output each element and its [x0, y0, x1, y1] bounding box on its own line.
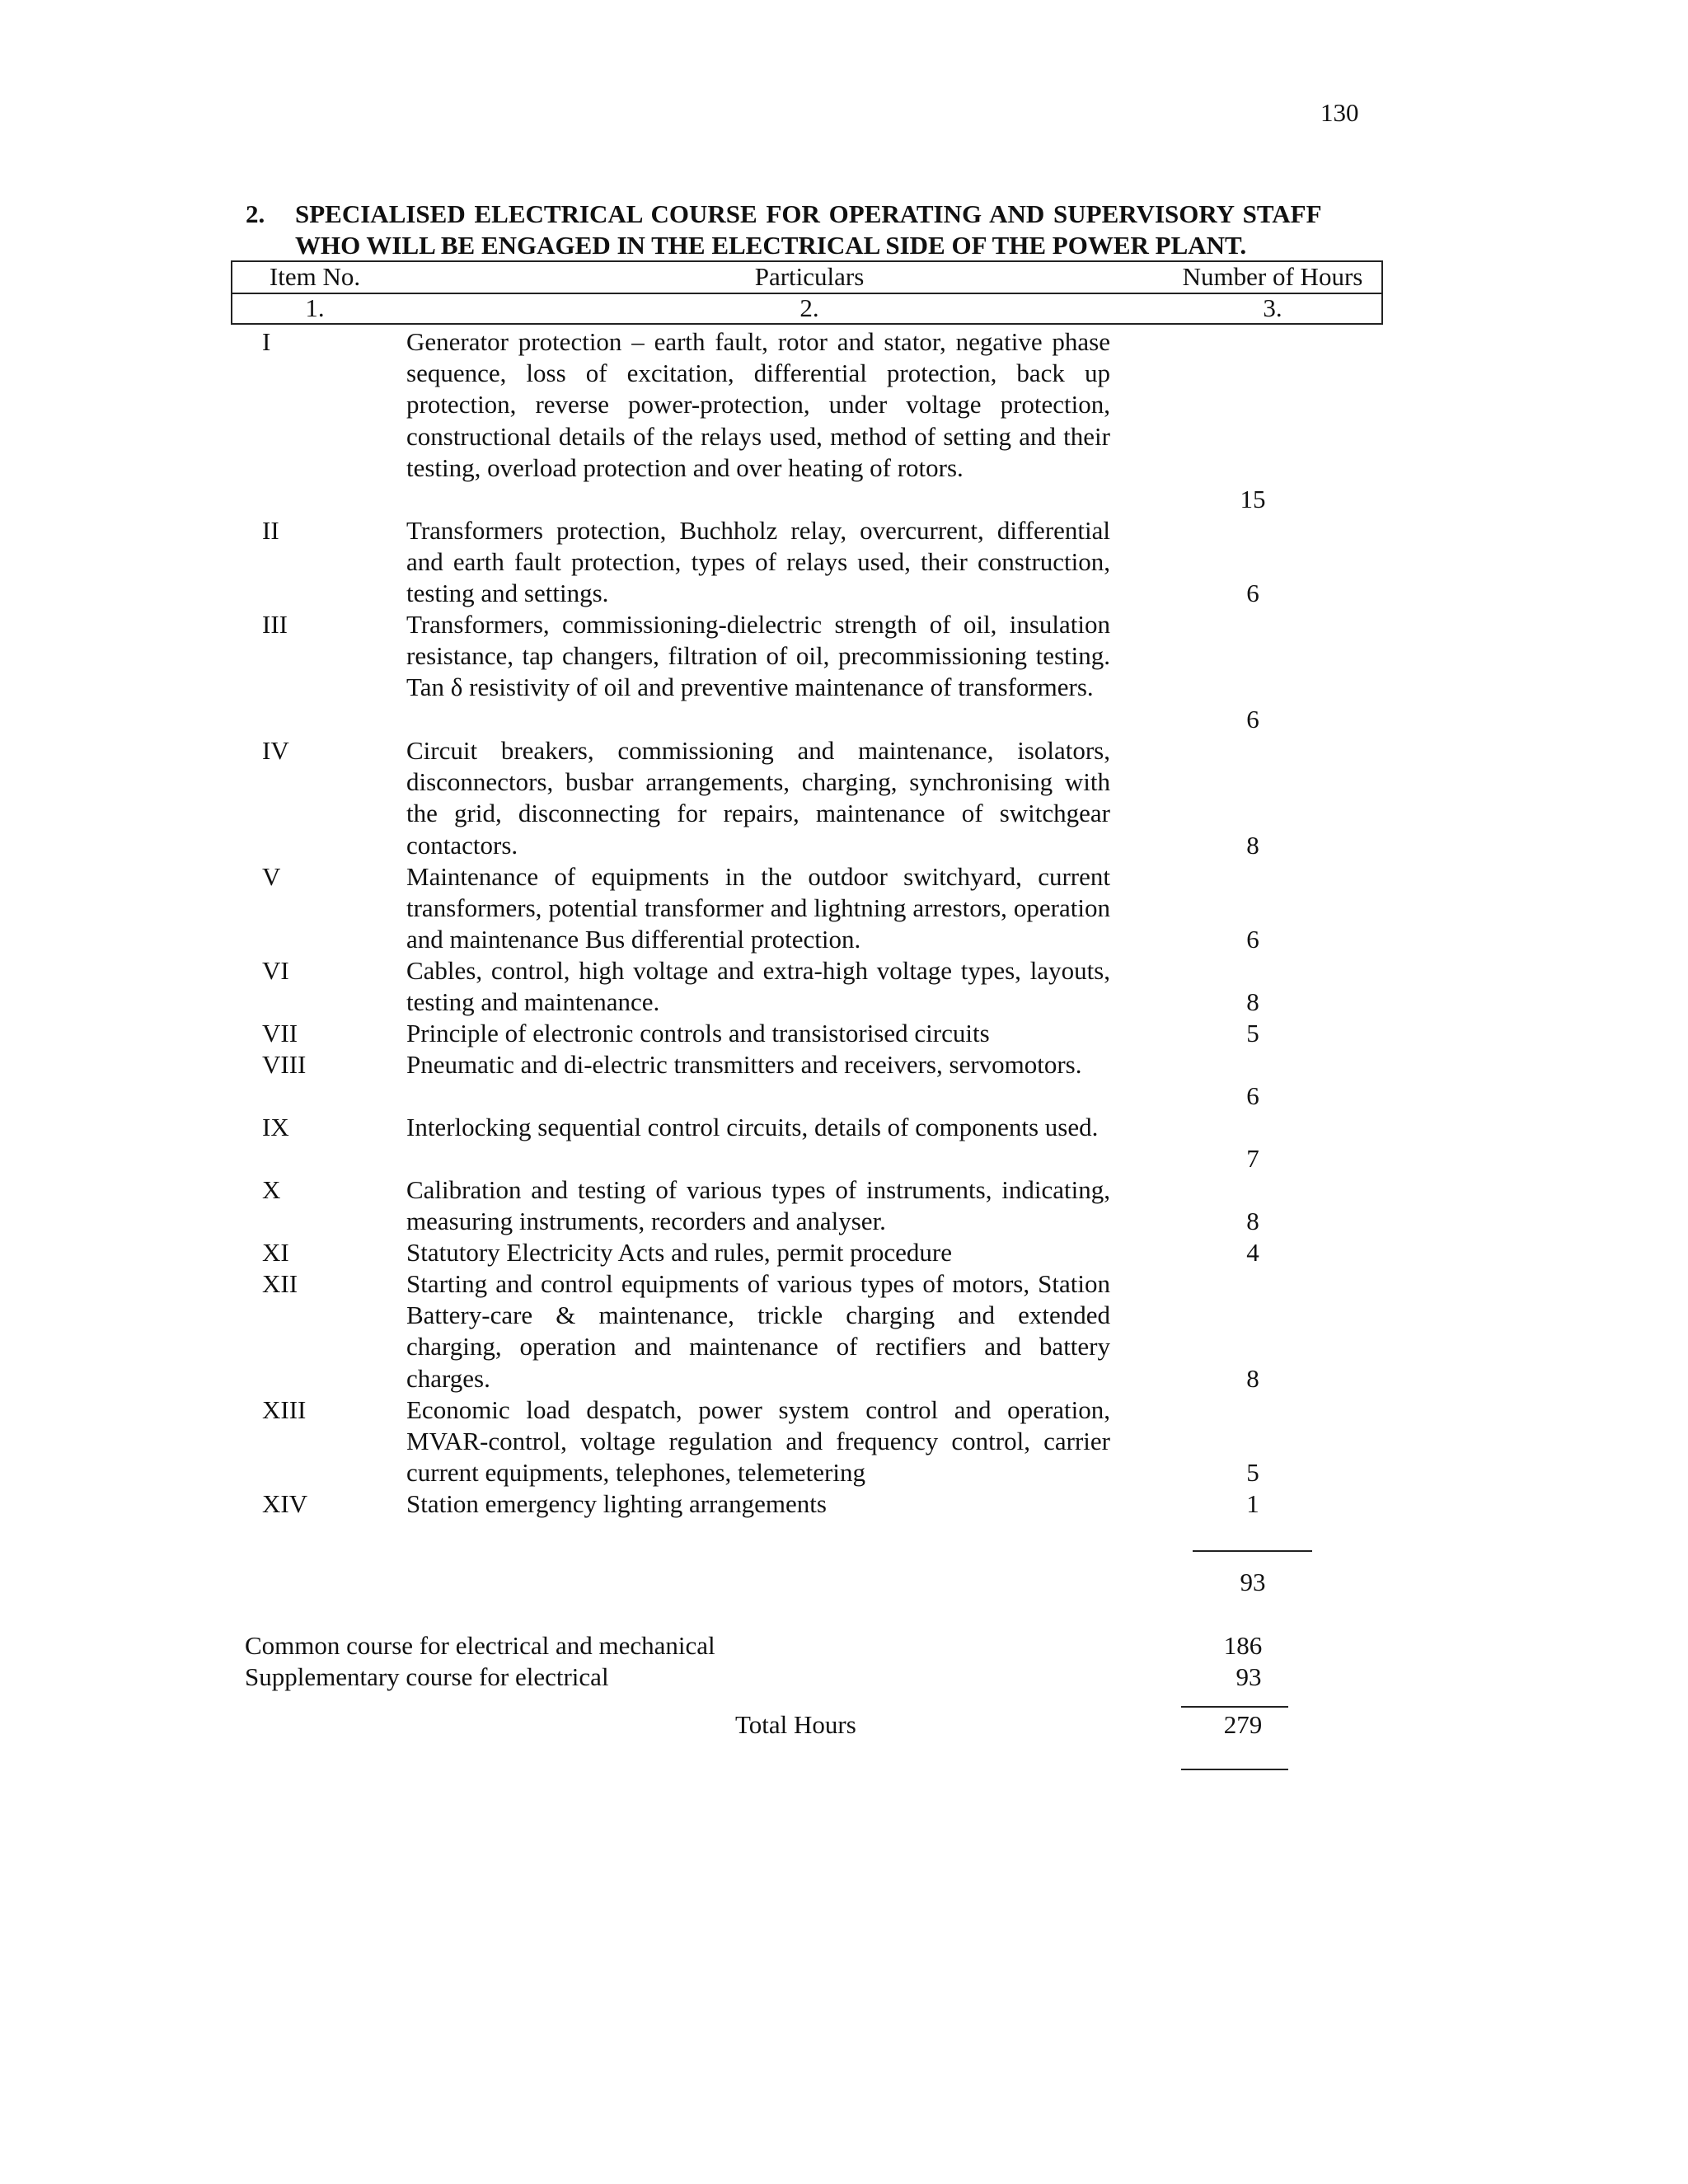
- total-hours-value: 279: [1223, 1710, 1263, 1739]
- header-col-num-3: 3.: [1263, 293, 1282, 322]
- item-number: III: [262, 610, 288, 639]
- supplementary-course-label: Supplementary course for electrical: [245, 1662, 609, 1691]
- item-particulars: Station emergency lighting arrangements: [406, 1489, 827, 1518]
- item-number: XIV: [262, 1489, 308, 1518]
- common-course-label: Common course for electrical and mechanical: [245, 1631, 715, 1660]
- header-number-of-hours: Number of Hours: [1182, 262, 1363, 291]
- item-particulars: Starting and control equipments of various types of motors, Station Battery-care & maintenance, trickle charging and extended charging, operation and maintenance of rectifiers and battery charges.: [406, 1269, 1110, 1393]
- total-rule-top: [1181, 1706, 1288, 1708]
- item-hours: 6: [1246, 705, 1259, 733]
- table-header: [231, 260, 1383, 325]
- header-item-no: Item No.: [269, 262, 361, 291]
- item-particulars: Transformers protection, Buchholz relay, overcurrent, differential and earth fault protection, types of relays used, their construction, testing and settings.: [406, 516, 1110, 608]
- heading-line-2: WHO WILL BE ENGAGED IN THE ELECTRICAL SIDE OF THE POWER PLANT.: [295, 231, 1247, 260]
- item-number: XII: [262, 1269, 298, 1298]
- total-rule-bottom: [1181, 1769, 1288, 1770]
- item-particulars: Circuit breakers, commissioning and maintenance, isolators, disconnectors, busbar arrangements, charging, synchronising with the grid, disconnecting for repairs, maintenance of switchgear contactors.: [406, 736, 1110, 860]
- subtotal-hours: 93: [1240, 1568, 1266, 1596]
- item-number: XI: [262, 1238, 289, 1267]
- item-hours: 6: [1246, 925, 1259, 954]
- header-col-num-1: 1.: [305, 293, 325, 322]
- item-number: VII: [262, 1019, 298, 1047]
- common-course-hours: 186: [1223, 1631, 1263, 1660]
- item-particulars: Maintenance of equipments in the outdoor switchyard, current transformers, potential transformer and lightning arrestors, operation and maintenance Bus differential protection.: [406, 862, 1110, 954]
- header-particulars: Particulars: [754, 262, 865, 291]
- item-number: IV: [262, 736, 289, 765]
- item-particulars: Transformers, commissioning-dielectric strength of oil, insulation resistance, tap changers, filtration of oil, precommissioning testing. Tan δ resistivity of oil and preventive maintenance of transformers.: [406, 610, 1110, 702]
- section-number: 2.: [246, 199, 265, 228]
- header-col-num-2: 2.: [799, 293, 819, 322]
- item-hours: 7: [1246, 1144, 1259, 1173]
- total-hours-label: Total Hours: [735, 1710, 856, 1739]
- item-hours: 4: [1246, 1238, 1259, 1267]
- item-number: IX: [262, 1113, 289, 1141]
- item-number: I: [262, 327, 271, 356]
- item-particulars: Calibration and testing of various types of instruments, indicating, measuring instruments, recorders and analyser.: [406, 1175, 1110, 1236]
- item-hours: 6: [1246, 1081, 1259, 1110]
- item-hours: 6: [1246, 579, 1259, 607]
- item-hours: 8: [1246, 1364, 1259, 1393]
- item-particulars: Interlocking sequential control circuits, details of components used.: [406, 1113, 1099, 1141]
- item-number: XIII: [262, 1395, 307, 1424]
- item-hours: 5: [1246, 1458, 1259, 1487]
- item-particulars: Principle of electronic controls and transistorised circuits: [406, 1019, 990, 1047]
- item-particulars: Economic load despatch, power system control and operation, MVAR-control, voltage regulation and frequency control, carrier current equipments, telephones, telemetering: [406, 1395, 1110, 1488]
- page-number: 130: [1320, 98, 1359, 127]
- item-hours: 1: [1246, 1489, 1259, 1518]
- supplementary-course-hours: 93: [1236, 1662, 1262, 1691]
- item-hours: 8: [1246, 987, 1259, 1016]
- item-number: II: [262, 516, 279, 545]
- item-particulars: Generator protection – earth fault, rotor and stator, negative phase sequence, loss of excitation, differential protection, back up protection, reverse power-protection, under voltage protection, constructional details of the relays used, method of setting and their testing, overload protection and over heating of rotors.: [406, 327, 1110, 482]
- item-hours: 15: [1240, 485, 1266, 513]
- item-hours: 5: [1246, 1019, 1259, 1047]
- item-particulars: Pneumatic and di-electric transmitters and receivers, servomotors.: [406, 1050, 1082, 1079]
- subtotal-rule: [1193, 1550, 1312, 1552]
- item-particulars: Statutory Electricity Acts and rules, permit procedure: [406, 1238, 952, 1267]
- item-number: X: [262, 1175, 281, 1204]
- item-number: VIII: [262, 1050, 307, 1079]
- item-hours: 8: [1246, 831, 1259, 860]
- heading-line-1: SPECIALISED ELECTRICAL COURSE FOR OPERATING AND SUPERVISORY STAFF: [295, 199, 1322, 228]
- item-number: VI: [262, 956, 289, 985]
- item-number: V: [262, 862, 281, 891]
- item-particulars: Cables, control, high voltage and extra-high voltage types, layouts, testing and maintenance.: [406, 956, 1110, 1017]
- item-hours: 8: [1246, 1207, 1259, 1235]
